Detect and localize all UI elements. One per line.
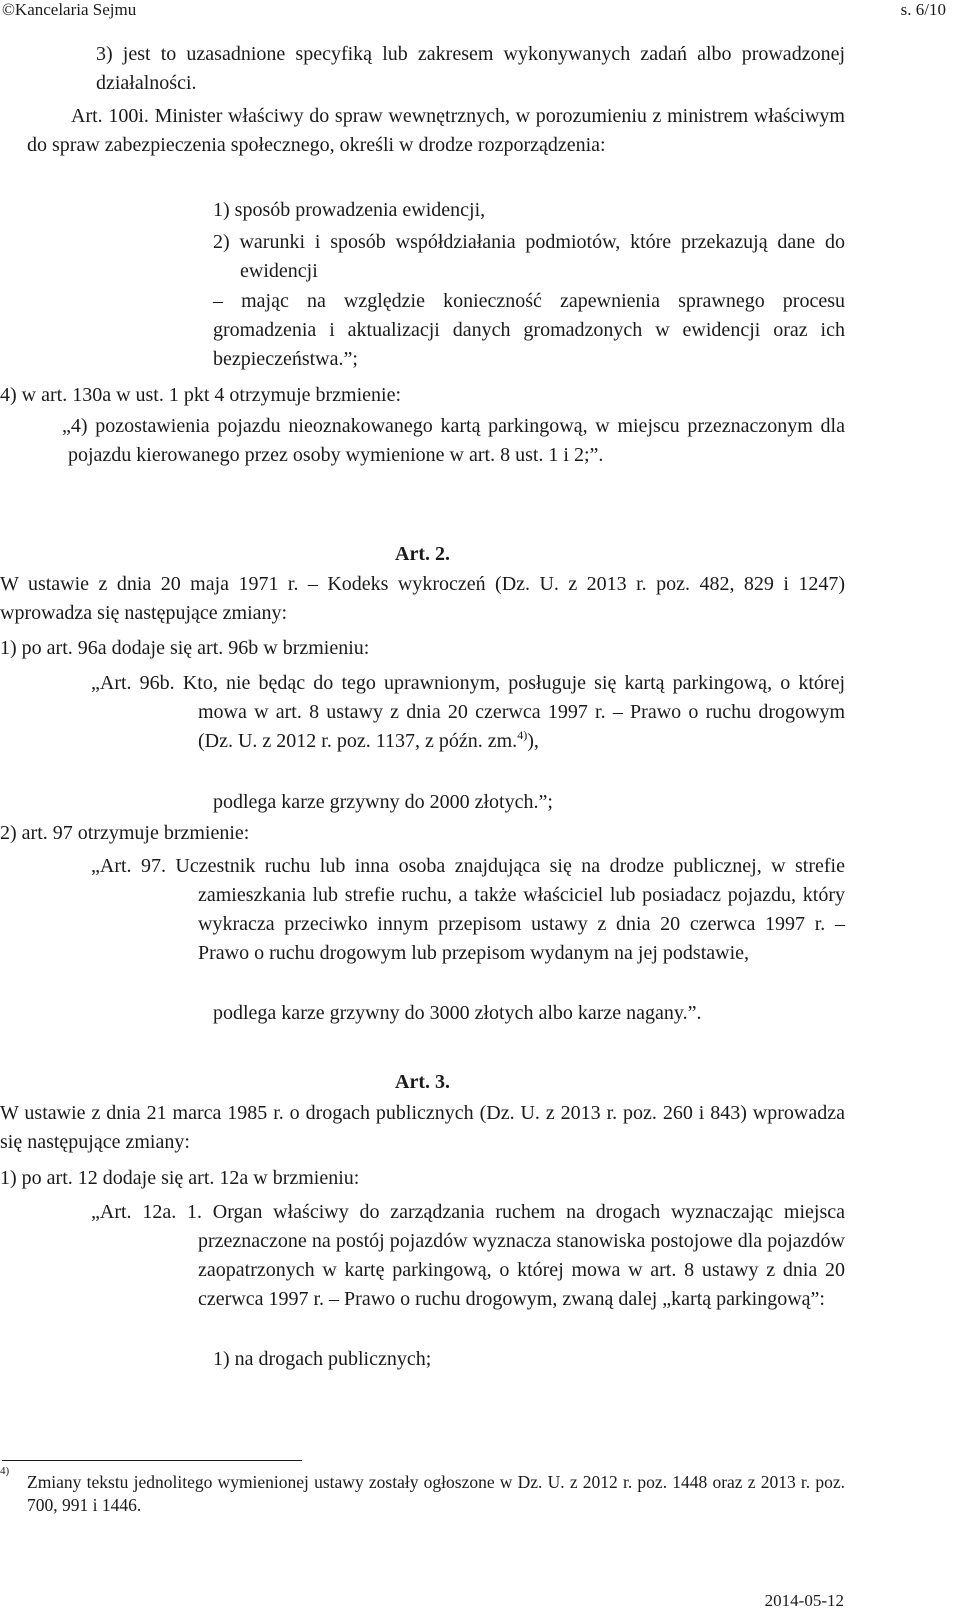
- list-item-roads: 1) na drogach publicznych;: [213, 1348, 432, 1370]
- paragraph-art-2-item-1: 1) po art. 96a dodaje się art. 96b w brzmieniu:: [0, 637, 370, 659]
- list-item-2: 2) warunki i sposób współdziałania podmiotów, które przekazują dane do ewidencji: [213, 231, 845, 282]
- paragraph-art-2-item-2: 2) art. 97 otrzymuje brzmienie:: [0, 822, 250, 844]
- paragraph-art-2-intro: W ustawie z dnia 20 maja 1971 r. – Kodeks wykroczeń (Dz. U. z 2013 r. poz. 482, 829 i 1247) wprowadza się następujące zmiany:: [0, 573, 845, 624]
- paragraph-art-3-item-1: 1) po art. 12 dodaje się art. 12a w brzmieniu:: [0, 1167, 360, 1189]
- footnote-mark: 4): [0, 1465, 10, 1477]
- article-2-heading: Art. 2.: [395, 543, 450, 565]
- quote-art-96b: [91, 669, 845, 756]
- quote-art-96b-tail: ),: [527, 730, 539, 752]
- quote-item-4: „4) pozostawienia pojazdu nieoznakowanego kartą parkingową, w miejscu przeznaczonym dla pojazdu kierowanego przez osoby wymienione w art. 8 ust. 1 i 2;”.: [62, 415, 845, 466]
- article-3-heading: Art. 3.: [395, 1071, 450, 1093]
- paragraph-art-3-intro: W ustawie z dnia 21 marca 1985 r. o drogach publicznych (Dz. U. z 2013 r. poz. 260 i 843) wprowadza się następujące zmiany:: [0, 1102, 845, 1153]
- footnote-separator: [2, 1460, 302, 1461]
- penalty-art-96b: podlega karze grzywny do 2000 złotych.”;: [213, 791, 553, 813]
- paragraph-item-4: 4) w art. 130a w ust. 1 pkt 4 otrzymuje brzmienie:: [0, 384, 402, 406]
- list-item-1: 1) sposób prowadzenia ewidencji,: [213, 199, 486, 221]
- footnote-text: Zmiany tekstu jednolitego wymienionej ustawy zostały ogłoszone w Dz. U. z 2012 r. poz. 1448 oraz z 2013 r. poz. 700, 991 i 1446.: [27, 1472, 845, 1515]
- header-source: ©Kancelaria Sejmu: [2, 0, 137, 19]
- footnote-reference[interactable]: 4): [517, 728, 528, 742]
- quote-art-97: „Art. 97. Uczestnik ruchu lub inna osoba znajdująca się na drodze publicznej, w strefie zamieszkania lub strefie ruchu, a także właściciel lub posiadacz pojazdu, który wykracza przeciwko innym przepisom ustawy z dnia 20 czerwca 1997 r. – Prawo o ruchu drogowym lub przepisom wydanym na jej podstawie,: [91, 855, 845, 964]
- penalty-art-97: podlega karze grzywny do 3000 złotych albo karze nagany.”.: [213, 1002, 702, 1024]
- paragraph-closing-clause: – mając na względzie konieczność zapewnienia sprawnego procesu gromadzenia i aktualizacji danych gromadzonych w ewidencji oraz ich bezpieczeństwa.”;: [213, 290, 845, 370]
- footer-date: 2014-05-12: [764, 1591, 844, 1610]
- paragraph-item-3: 3) jest to uzasadnione specyfiką lub zakresem wykonywanych zadań albo prowadzonej działalności.: [96, 43, 845, 94]
- header-page-number: s. 6/10: [900, 0, 946, 19]
- quote-art-96b-text: „Art. 96b. Kto, nie będąc do tego uprawnionym, posługuje się kartą parkingową, o której mowa w art. 8 ustawy z dnia 20 czerwca 1997 r. – Prawo o ruchu drogowym (Dz. U. z 2012 r. poz. 1137, z późn. zm.: [91, 672, 845, 752]
- paragraph-art-100i: Art. 100i. Minister właściwy do spraw wewnętrznych, w porozumieniu z ministrem właściwym do spraw zabezpieczenia społecznego, określi w drodze rozporządzenia:: [27, 105, 845, 156]
- quote-art-12a: „Art. 12a. 1. Organ właściwy do zarządzania ruchem na drogach wyznaczając miejsca przeznaczone na postój pojazdów wyznacza stanowiska postojowe dla pojazdów zaopatrzonych w kartę parkingową, o której mowa w art. 8 ustawy z dnia 20 czerwca 1997 r. – Prawo o ruchu drogowym, zwaną dalej „kartą parkingową”:: [91, 1201, 845, 1310]
